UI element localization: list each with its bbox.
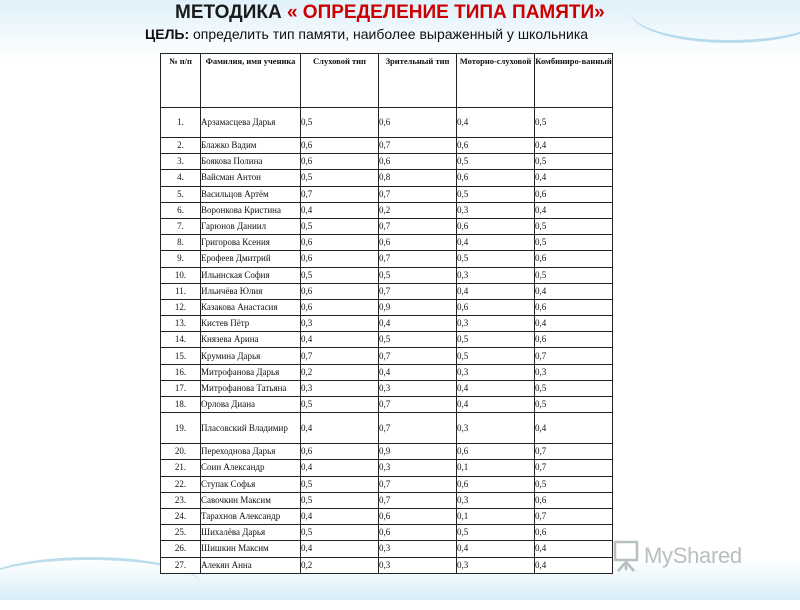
combined-value: 0,7 xyxy=(535,460,613,476)
table-row xyxy=(161,476,613,492)
table-row xyxy=(161,460,613,476)
row-number: 4. xyxy=(161,170,201,186)
visual-value: 0,7 xyxy=(379,251,457,267)
table-row xyxy=(161,492,613,508)
visual-value: 0,7 xyxy=(379,397,457,413)
table-row xyxy=(161,202,613,218)
header-name: Фамилия, имя ученика xyxy=(201,54,301,108)
student-name: Воронкова Кристина xyxy=(201,202,301,218)
visual-value: 0,7 xyxy=(379,138,457,154)
table-row xyxy=(161,299,613,315)
student-name: Блажко Вадим xyxy=(201,138,301,154)
row-number: 16. xyxy=(161,364,201,380)
motor-auditory-value: 0,3 xyxy=(457,557,535,573)
row-number: 25. xyxy=(161,525,201,541)
row-number: 6. xyxy=(161,202,201,218)
combined-value: 0,7 xyxy=(535,348,613,364)
combined-value: 0,6 xyxy=(535,332,613,348)
auditory-value: 0,5 xyxy=(301,397,379,413)
visual-value: 0,5 xyxy=(379,267,457,283)
row-number: 27. xyxy=(161,557,201,573)
table-row xyxy=(161,218,613,234)
subtitle-text: определить тип памяти, наиболее выраженный у школьника xyxy=(189,26,589,42)
visual-value: 0,3 xyxy=(379,541,457,557)
motor-auditory-value: 0,5 xyxy=(457,525,535,541)
auditory-value: 0,6 xyxy=(301,138,379,154)
motor-auditory-value: 0,3 xyxy=(457,202,535,218)
visual-value: 0,3 xyxy=(379,557,457,573)
motor-auditory-value: 0,6 xyxy=(457,299,535,315)
auditory-value: 0,5 xyxy=(301,525,379,541)
table-row xyxy=(161,235,613,251)
auditory-value: 0,5 xyxy=(301,108,379,138)
header-motor-auditory: Моторно-слуховой xyxy=(457,54,535,108)
table-row xyxy=(161,251,613,267)
row-number: 18. xyxy=(161,397,201,413)
visual-value: 0,5 xyxy=(379,332,457,348)
student-name: Шихалёва Дарья xyxy=(201,525,301,541)
motor-auditory-value: 0,4 xyxy=(457,380,535,396)
header-auditory: Слуховой тип xyxy=(301,54,379,108)
student-name: Пласовский Владимир xyxy=(201,413,301,444)
table-row xyxy=(161,332,613,348)
auditory-value: 0,6 xyxy=(301,444,379,460)
slide-subtitle xyxy=(145,26,785,42)
student-name: Переходнова Дарья xyxy=(201,444,301,460)
combined-value: 0,6 xyxy=(535,251,613,267)
auditory-value: 0,5 xyxy=(301,476,379,492)
table-row xyxy=(161,508,613,524)
combined-value: 0,6 xyxy=(535,525,613,541)
table-header-row xyxy=(161,54,613,108)
combined-value: 0,5 xyxy=(535,218,613,234)
visual-value: 0,6 xyxy=(379,235,457,251)
table-row xyxy=(161,138,613,154)
row-number: 21. xyxy=(161,460,201,476)
auditory-value: 0,6 xyxy=(301,283,379,299)
visual-value: 0,7 xyxy=(379,283,457,299)
auditory-value: 0,6 xyxy=(301,235,379,251)
student-name: Савочкин Максим xyxy=(201,492,301,508)
visual-value: 0,8 xyxy=(379,170,457,186)
auditory-value: 0,5 xyxy=(301,218,379,234)
motor-auditory-value: 0,6 xyxy=(457,476,535,492)
student-name: Соин Александр xyxy=(201,460,301,476)
student-name: Гарюнов Даниил xyxy=(201,218,301,234)
combined-value: 0,5 xyxy=(535,154,613,170)
motor-auditory-value: 0,4 xyxy=(457,283,535,299)
row-number: 11. xyxy=(161,283,201,299)
visual-value: 0,7 xyxy=(379,413,457,444)
motor-auditory-value: 0,5 xyxy=(457,154,535,170)
visual-value: 0,2 xyxy=(379,202,457,218)
auditory-value: 0,4 xyxy=(301,541,379,557)
table-row xyxy=(161,154,613,170)
row-number: 9. xyxy=(161,251,201,267)
visual-value: 0,9 xyxy=(379,299,457,315)
student-name: Тарахнов Александр xyxy=(201,508,301,524)
student-name: Кистев Пётр xyxy=(201,316,301,332)
combined-value: 0,4 xyxy=(535,202,613,218)
row-number: 12. xyxy=(161,299,201,315)
table-row xyxy=(161,557,613,573)
presentation-board-icon xyxy=(612,540,640,572)
combined-value: 0,5 xyxy=(535,380,613,396)
row-number: 23. xyxy=(161,492,201,508)
auditory-value: 0,2 xyxy=(301,557,379,573)
motor-auditory-value: 0,5 xyxy=(457,348,535,364)
motor-auditory-value: 0,5 xyxy=(457,251,535,267)
auditory-value: 0,7 xyxy=(301,186,379,202)
combined-value: 0,5 xyxy=(535,397,613,413)
motor-auditory-value: 0,4 xyxy=(457,235,535,251)
table-row xyxy=(161,170,613,186)
student-name: Митрофанова Татьяна xyxy=(201,380,301,396)
motor-auditory-value: 0,6 xyxy=(457,218,535,234)
table-row xyxy=(161,397,613,413)
student-name: Вайсман Антон xyxy=(201,170,301,186)
auditory-value: 0,7 xyxy=(301,348,379,364)
table-row xyxy=(161,186,613,202)
row-number: 5. xyxy=(161,186,201,202)
table-body xyxy=(161,108,613,574)
student-name: Арзамасцева Дарья xyxy=(201,108,301,138)
auditory-value: 0,3 xyxy=(301,316,379,332)
combined-value: 0,5 xyxy=(535,267,613,283)
motor-auditory-value: 0,3 xyxy=(457,492,535,508)
visual-value: 0,6 xyxy=(379,154,457,170)
auditory-value: 0,6 xyxy=(301,154,379,170)
auditory-value: 0,4 xyxy=(301,413,379,444)
row-number: 26. xyxy=(161,541,201,557)
visual-value: 0,7 xyxy=(379,186,457,202)
watermark xyxy=(612,538,772,574)
auditory-value: 0,5 xyxy=(301,170,379,186)
results-table xyxy=(160,53,613,574)
motor-auditory-value: 0,1 xyxy=(457,508,535,524)
header-visual: Зрительный тип xyxy=(379,54,457,108)
student-name: Казакова Анастасия xyxy=(201,299,301,315)
motor-auditory-value: 0,5 xyxy=(457,332,535,348)
visual-value: 0,6 xyxy=(379,508,457,524)
student-name: Васильцов Артём xyxy=(201,186,301,202)
auditory-value: 0,6 xyxy=(301,299,379,315)
motor-auditory-value: 0,6 xyxy=(457,444,535,460)
combined-value: 0,4 xyxy=(535,170,613,186)
student-name: Ерофеев Дмитрий xyxy=(201,251,301,267)
motor-auditory-value: 0,6 xyxy=(457,170,535,186)
row-number: 3. xyxy=(161,154,201,170)
visual-value: 0,7 xyxy=(379,348,457,364)
table-row xyxy=(161,283,613,299)
auditory-value: 0,5 xyxy=(301,492,379,508)
visual-value: 0,9 xyxy=(379,444,457,460)
motor-auditory-value: 0,4 xyxy=(457,397,535,413)
visual-value: 0,7 xyxy=(379,218,457,234)
visual-value: 0,6 xyxy=(379,108,457,138)
combined-value: 0,5 xyxy=(535,108,613,138)
table-row xyxy=(161,348,613,364)
motor-auditory-value: 0,3 xyxy=(457,316,535,332)
subtitle-label: ЦЕЛЬ: xyxy=(145,26,190,42)
header-number: № п/п xyxy=(161,54,201,108)
visual-value: 0,3 xyxy=(379,380,457,396)
student-name: Ильичёва Юлия xyxy=(201,283,301,299)
combined-value: 0,4 xyxy=(535,316,613,332)
combined-value: 0,7 xyxy=(535,444,613,460)
auditory-value: 0,4 xyxy=(301,332,379,348)
table-row xyxy=(161,267,613,283)
row-number: 10. xyxy=(161,267,201,283)
auditory-value: 0,3 xyxy=(301,380,379,396)
title-accent: « ОПРЕДЕЛЕНИЕ ТИПА ПАМЯТИ» xyxy=(286,2,605,23)
row-number: 13. xyxy=(161,316,201,332)
visual-value: 0,7 xyxy=(379,492,457,508)
combined-value: 0,7 xyxy=(535,508,613,524)
motor-auditory-value: 0,4 xyxy=(457,108,535,138)
watermark-text: MyShared xyxy=(644,543,742,568)
table-row xyxy=(161,413,613,444)
motor-auditory-value: 0,3 xyxy=(457,413,535,444)
table-row xyxy=(161,316,613,332)
combined-value: 0,5 xyxy=(535,235,613,251)
auditory-value: 0,5 xyxy=(301,267,379,283)
student-name: Митрофанова Дарья xyxy=(201,364,301,380)
row-number: 1. xyxy=(161,108,201,138)
row-number: 24. xyxy=(161,508,201,524)
motor-auditory-value: 0,1 xyxy=(457,460,535,476)
row-number: 20. xyxy=(161,444,201,460)
row-number: 8. xyxy=(161,235,201,251)
combined-value: 0,4 xyxy=(535,283,613,299)
motor-auditory-value: 0,3 xyxy=(457,364,535,380)
visual-value: 0,3 xyxy=(379,460,457,476)
title-prefix: МЕТОДИКА xyxy=(175,2,287,23)
row-number: 19. xyxy=(161,413,201,444)
combined-value: 0,6 xyxy=(535,186,613,202)
auditory-value: 0,4 xyxy=(301,508,379,524)
combined-value: 0,6 xyxy=(535,492,613,508)
combined-value: 0,4 xyxy=(535,413,613,444)
table-row xyxy=(161,541,613,557)
visual-value: 0,7 xyxy=(379,476,457,492)
combined-value: 0,5 xyxy=(535,476,613,492)
student-name: Алекян Анна xyxy=(201,557,301,573)
header-combined: Комбиниро-ванный xyxy=(535,54,613,108)
row-number: 15. xyxy=(161,348,201,364)
row-number: 22. xyxy=(161,476,201,492)
combined-value: 0,6 xyxy=(535,299,613,315)
row-number: 17. xyxy=(161,380,201,396)
auditory-value: 0,4 xyxy=(301,460,379,476)
student-name: Орлова Диана xyxy=(201,397,301,413)
student-name: Крумина Дарья xyxy=(201,348,301,364)
table-row xyxy=(161,108,613,138)
visual-value: 0,6 xyxy=(379,525,457,541)
table-row xyxy=(161,380,613,396)
row-number: 2. xyxy=(161,138,201,154)
combined-value: 0,4 xyxy=(535,138,613,154)
auditory-value: 0,6 xyxy=(301,251,379,267)
motor-auditory-value: 0,4 xyxy=(457,541,535,557)
row-number: 14. xyxy=(161,332,201,348)
motor-auditory-value: 0,6 xyxy=(457,138,535,154)
student-name: Князева Арина xyxy=(201,332,301,348)
combined-value: 0,4 xyxy=(535,557,613,573)
student-name: Шишкин Максим xyxy=(201,541,301,557)
table-row xyxy=(161,444,613,460)
visual-value: 0,4 xyxy=(379,316,457,332)
combined-value: 0,3 xyxy=(535,364,613,380)
row-number: 7. xyxy=(161,218,201,234)
table-row xyxy=(161,525,613,541)
student-name: Григорова Ксения xyxy=(201,235,301,251)
combined-value: 0,4 xyxy=(535,541,613,557)
auditory-value: 0,4 xyxy=(301,202,379,218)
slide-title xyxy=(175,2,775,24)
visual-value: 0,4 xyxy=(379,364,457,380)
student-name: Ильинская София xyxy=(201,267,301,283)
table-row xyxy=(161,364,613,380)
auditory-value: 0,2 xyxy=(301,364,379,380)
motor-auditory-value: 0,3 xyxy=(457,267,535,283)
student-name: Ступак Софья xyxy=(201,476,301,492)
student-name: Боякова Полина xyxy=(201,154,301,170)
motor-auditory-value: 0,5 xyxy=(457,186,535,202)
